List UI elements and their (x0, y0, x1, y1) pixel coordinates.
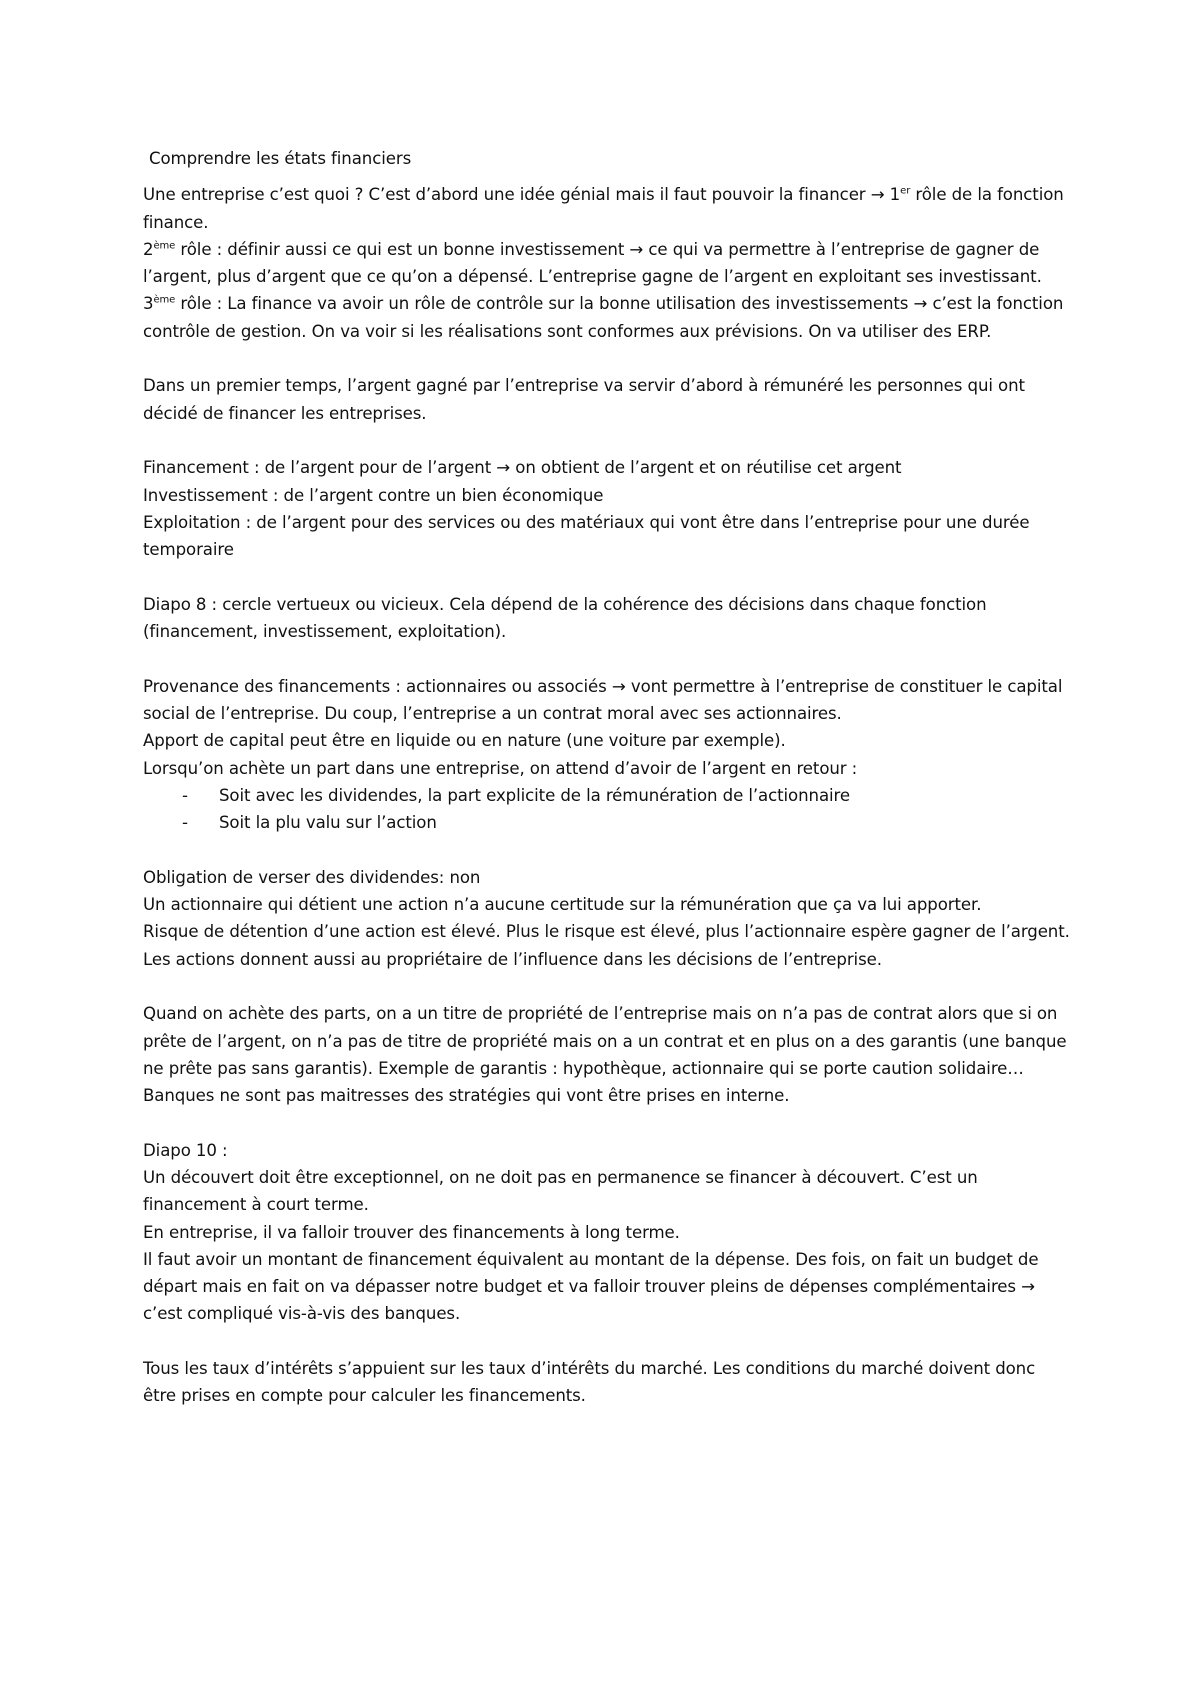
bullet-dash: - (182, 785, 188, 805)
paragraph-diapo-10 (143, 1137, 1073, 1328)
bullet-dash: - (182, 813, 188, 833)
document-body (143, 145, 1073, 1437)
paragraph-roles (143, 181, 1073, 345)
list-item: - Soit la plu valu sur l’action (143, 809, 1073, 836)
diapo-10-heading: Diapo 10 : (143, 1140, 228, 1160)
document-title: Comprendre les états financiers (149, 149, 412, 168)
paragraph-taux: Tous les taux d’intérêts s’appuient sur les taux d’intérêts du marché. Les conditions du marché doivent donc être prises en compte pour calculer les financements. (143, 1359, 1036, 1406)
apport-text: Apport de capital peut être en liquide ou en nature (une voiture par exemple). (143, 731, 786, 751)
provenance-text: Provenance des financements : actionnaires ou associés → vont permettre à l’entreprise de constituer le capital social de l’entreprise. Du coup, l’entreprise a un contrat moral avec ses actionnaires. (143, 676, 1063, 723)
parts-text: Quand on achète des parts, on a un titre de propriété de l’entreprise mais on n’a pas de contrat alors que si on prête de l’argent, on n’a pas de titre de propriété mais on a un contrat et en plus on a des garantis (une banque ne prête pas sans garantis). Exemple de garantis : hypothèque, actionnaire qui se porte caution solidaire… (143, 1004, 1067, 1078)
decouvert-text: Un découvert doit être exceptionnel, on ne doit pas en permanence se financer à découvert. C’est un financement à court terme. (143, 1167, 978, 1215)
bullet-list (143, 782, 1073, 837)
role-2-text: 2ème rôle : définir aussi ce qui est un bonne investissement → ce qui va permettre à l’entreprise de gagner de l’argent, plus d’argent que ce qu’on a dépensé. L’entreprise gagne de l’argent en exploitant ses investissant. (143, 239, 1042, 287)
paragraph-provenance (143, 673, 1073, 837)
risque-text: Risque de détention d’une action est élevé. Plus le risque est élevé, plus l’actionnaire espère gagner de l’argent. Les actions donnent aussi au propriétaire de l’influence dans les décisions de l’entreprise. (143, 922, 1070, 969)
paragraph-diapo-8: Diapo 8 : cercle vertueux ou vicieux. Cela dépend de la cohérence des décisions dans chaque fonction (financement, investissement, exploitation). (143, 594, 987, 642)
banques-text: Banques ne sont pas maitresses des stratégies qui vont être prises en interne. (143, 1086, 790, 1106)
paragraph-first-time: Dans un premier temps, l’argent gagné par l’entreprise va servir d’abord à rémunéré les personnes qui ont décidé de financer les entreprises. (143, 376, 1025, 423)
definition-investissement: Investissement : de l’argent contre un bien économique (143, 485, 604, 505)
long-terme-text: En entreprise, il va falloir trouver des financements à long terme. (143, 1222, 680, 1242)
definition-exploitation: Exploitation : de l’argent pour des services ou des matériaux qui vont être dans l’entreprise pour une durée temporaire (143, 512, 1030, 560)
certitude-text: Un actionnaire qui détient une action n’a aucune certitude sur la rémunération que ça va lui apporter. (143, 895, 982, 915)
montant-text: Il faut avoir un montant de financement équivalent au montant de la dépense. Des fois, on fait un budget de départ mais en fait on va dépasser notre budget et va falloir trouver pleins de dépenses complémentaires → c’est compliqué vis-à-vis des banques. (143, 1249, 1039, 1324)
paragraph-parts (143, 1000, 1073, 1109)
role-3-text: 3ème rôle : La finance va avoir un rôle de contrôle sur la bonne utilisation des investissements → c’est la fonction contrôle de gestion. On va voir si les réalisations sont conformes aux prévisions. On va utiliser des ERP. (143, 294, 1064, 341)
paragraph-obligation (143, 864, 1073, 973)
role-1-text: Une entreprise c’est quoi ? C’est d’abord une idée génial mais il faut pouvoir la financer → 1er rôle de la fonction finance. (143, 185, 1064, 232)
retour-text: Lorsqu’on achète un part dans une entreprise, on attend d’avoir de l’argent en retour : (143, 758, 858, 778)
definition-financement: Financement : de l’argent pour de l’argent → on obtient de l’argent et on réutilise cet argent (143, 458, 902, 478)
obligation-text: Obligation de verser des dividendes: non (143, 867, 481, 887)
paragraph-definitions (143, 454, 1073, 563)
list-item: - Soit avec les dividendes, la part explicite de la rémunération de l’actionnaire (143, 782, 1073, 809)
